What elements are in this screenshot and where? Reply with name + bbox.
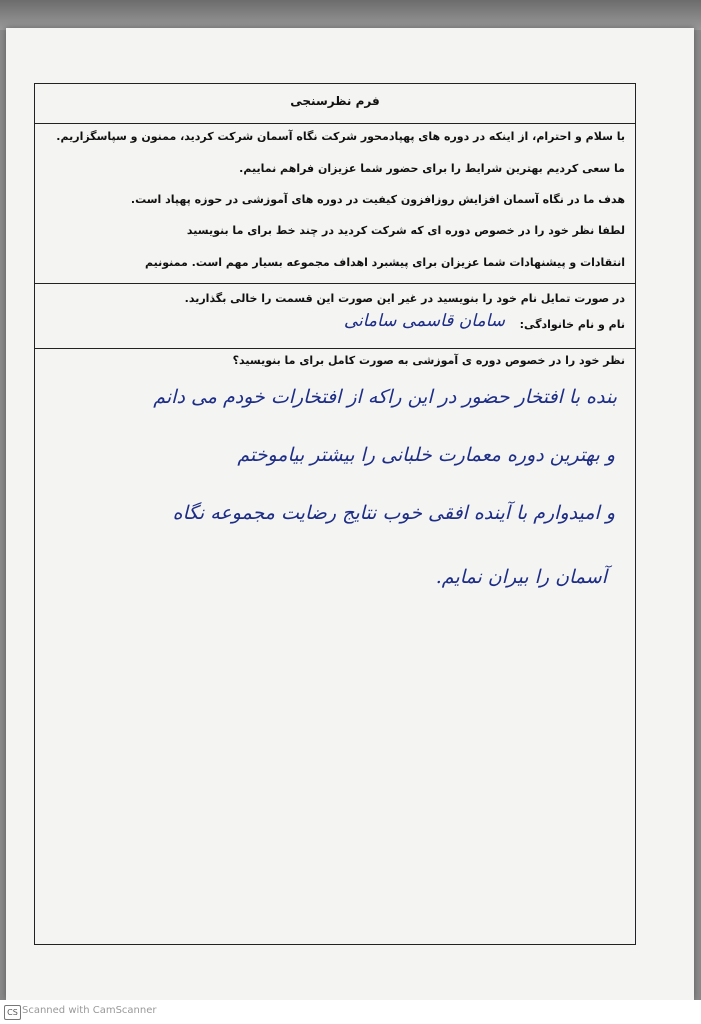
- feedback-prompt: نظر خود را در خصوص دوره ی آموزشی به صورت کامل برای ما بنویسید؟: [232, 354, 625, 367]
- intro-line: با سلام و احترام، از اینکه در دوره های پهپادمحور شرکت نگاه آسمان شرکت کردید، ممنون و سپاسگزاریم.: [56, 130, 625, 143]
- intro-section: [35, 124, 635, 284]
- feedback-handwritten-line: و امیدوارم با آینده افقی خوب نتایج رضایت مجموعه نگاه: [172, 502, 615, 524]
- feedback-handwritten-line: بنده با افتخار حضور در این راکه از افتخارات خودم می دانم: [153, 386, 617, 408]
- feedback-handwritten-line: و بهترین دوره معمارت خلبانی را بیشتر بیاموختم: [237, 444, 615, 466]
- scanner-footer: [0, 1000, 701, 1024]
- scan-top-shadow: [0, 0, 701, 30]
- name-handwritten: سامان قاسمی سامانی: [343, 311, 505, 331]
- feedback-handwritten-line: آسمان را بیران نمایم.: [435, 566, 607, 588]
- intro-line: ما سعی کردیم بهترین شرایط را برای حضور شما عزیزان فراهم نماییم.: [239, 162, 625, 175]
- camscanner-logo-icon: CS: [4, 1005, 21, 1020]
- intro-line: لطفا نظر خود را در خصوص دوره ای که شرکت کردید در چند خط برای ما بنویسید: [186, 224, 625, 237]
- intro-line: انتقادات و پیشنهادات شما عزیزان برای پیشبرد اهداف مجموعه بسیار مهم است. ممنونیم: [145, 256, 625, 269]
- paper-sheet: [6, 28, 694, 1000]
- scanner-watermark: Scanned with CamScanner: [22, 1005, 157, 1016]
- intro-line: هدف ما در نگاه آسمان افزایش روزافزون کیفیت در دوره های آموزشی در حوزه پهپاد است.: [130, 193, 625, 206]
- name-section: [35, 284, 635, 349]
- form-title: فرم نظرسنجی: [290, 94, 380, 108]
- survey-form: [34, 83, 636, 945]
- form-title-row: [35, 84, 635, 124]
- name-instruction: در صورت تمایل نام خود را بنویسید در غیر این صورت این قسمت را خالی بگذارید.: [184, 292, 625, 305]
- name-label: نام و نام خانوادگی:: [519, 318, 625, 331]
